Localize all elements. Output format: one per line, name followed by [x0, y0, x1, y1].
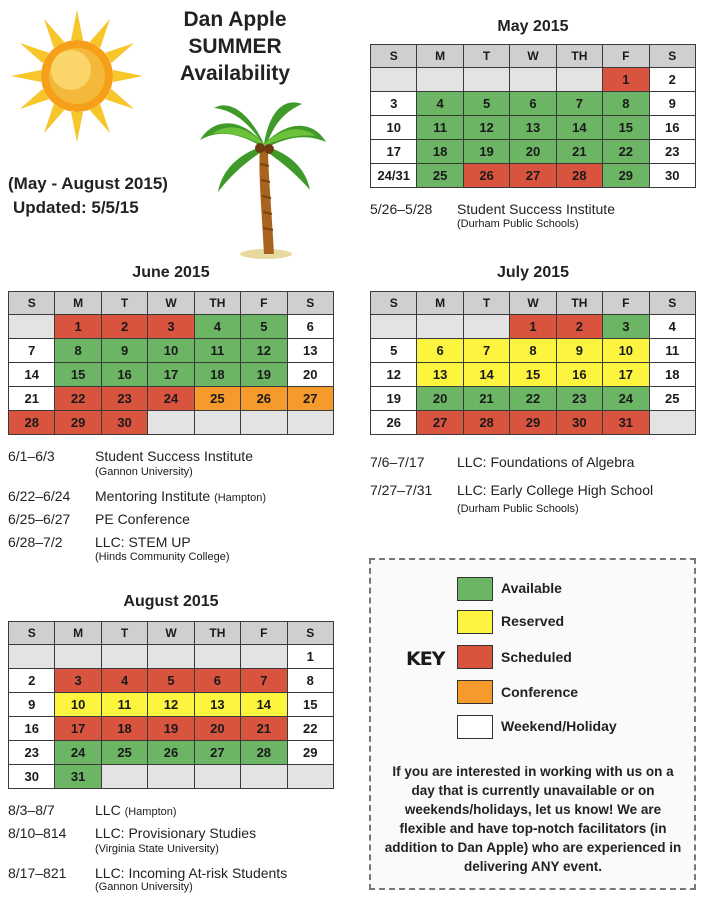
calendar-empty-cell [371, 68, 417, 92]
calendar-day: 8 [55, 339, 101, 363]
calendar-day: 20 [417, 387, 463, 411]
event-sub: (Gannon University) [95, 881, 193, 893]
calendar-empty-cell [55, 645, 101, 669]
date-range: (May - August 2015) [8, 174, 168, 193]
calendar-empty-cell [649, 411, 695, 435]
event-title-row [95, 488, 266, 504]
calendar-day: 27 [417, 411, 463, 435]
calendar-day: 10 [148, 339, 194, 363]
calendar-day: 31 [55, 765, 101, 789]
calendar-day: 21 [9, 387, 55, 411]
event-date: 5/26–5/28 [370, 201, 433, 217]
weekday-header: T [101, 292, 147, 315]
calendar-day: 13 [510, 116, 556, 140]
calendar-day: 8 [603, 92, 649, 116]
calendar-day: 12 [148, 693, 194, 717]
event-sub: (Durham Public Schools) [457, 218, 579, 230]
event-title: LLC: Incoming At-risk Students [95, 865, 288, 881]
calendar-day: 11 [101, 693, 147, 717]
swatch-scheduled [457, 645, 493, 669]
calendar-week-row [371, 164, 696, 188]
calendar-day: 7 [241, 669, 287, 693]
weekday-header: T [463, 45, 509, 68]
event-date: 6/28–7/2 [8, 534, 63, 550]
calendar-day: 13 [417, 363, 463, 387]
calendar-day: 26 [241, 387, 287, 411]
calendar-empty-cell [148, 645, 194, 669]
calendar-day: 22 [510, 387, 556, 411]
event-title: LLC [95, 802, 121, 818]
calendar-day: 25 [417, 164, 463, 188]
calendar-day: 29 [55, 411, 101, 435]
calendar-day: 6 [510, 92, 556, 116]
event-title: LLC: Early College High School [457, 482, 654, 498]
calendar-day: 31 [603, 411, 649, 435]
calendar-day: 9 [101, 339, 147, 363]
weekday-header: S [287, 622, 333, 645]
title-line-2: SUMMER [188, 35, 282, 58]
weekday-header: M [417, 45, 463, 68]
calendar-empty-cell [463, 315, 509, 339]
calendar-day: 9 [9, 693, 55, 717]
event-title: LLC: Provisionary Studies [95, 825, 257, 841]
calendar-week-row [371, 363, 696, 387]
calendar-day: 27 [194, 741, 240, 765]
weekday-header: S [371, 45, 417, 68]
calendar-day: 22 [55, 387, 101, 411]
calendar-day: 12 [371, 363, 417, 387]
calendar-week-row [371, 411, 696, 435]
weekday-header: M [55, 292, 101, 315]
calendar-day: 3 [371, 92, 417, 116]
event-title: Student Success Institute [457, 201, 615, 217]
calendar-day: 24 [55, 741, 101, 765]
event-sub: (Gannon University) [95, 466, 193, 478]
calendar-day: 7 [9, 339, 55, 363]
calendar-week-row [9, 339, 334, 363]
calendar-day: 14 [241, 693, 287, 717]
calendar-may [370, 44, 696, 188]
calendar-week-row [371, 116, 696, 140]
calendar-day: 28 [463, 411, 509, 435]
calendar-day: 14 [556, 116, 602, 140]
weekday-header: T [101, 622, 147, 645]
calendar-day: 20 [194, 717, 240, 741]
weekday-header: W [510, 292, 556, 315]
calendar-day: 1 [287, 645, 333, 669]
calendar-day: 19 [241, 363, 287, 387]
calendar-empty-cell [194, 411, 240, 435]
calendar-title-august: August 2015 [123, 593, 219, 610]
calendar-day: 11 [194, 339, 240, 363]
calendar-day: 10 [603, 339, 649, 363]
calendar-day: 11 [417, 116, 463, 140]
weekday-header: T [463, 292, 509, 315]
calendar-day: 5 [371, 339, 417, 363]
calendar-week-row [9, 363, 334, 387]
weekday-header: M [55, 622, 101, 645]
calendar-day: 16 [101, 363, 147, 387]
calendar-week-row [371, 92, 696, 116]
event-date: 6/1–6/3 [8, 448, 55, 464]
calendar-week-row [9, 645, 334, 669]
calendar-empty-cell [101, 765, 147, 789]
calendar-empty-cell [241, 765, 287, 789]
calendar-day: 23 [9, 741, 55, 765]
calendar-title-may: May 2015 [497, 18, 569, 35]
calendar-day: 23 [649, 140, 695, 164]
calendar-day: 9 [649, 92, 695, 116]
calendar-day: 25 [194, 387, 240, 411]
weekday-header: W [148, 292, 194, 315]
calendar-day: 12 [241, 339, 287, 363]
calendar-week-row [371, 68, 696, 92]
calendar-day: 19 [371, 387, 417, 411]
calendar-empty-cell [287, 411, 333, 435]
calendar-day: 27 [510, 164, 556, 188]
calendar-day: 15 [55, 363, 101, 387]
calendar-day: 12 [463, 116, 509, 140]
event-date: 8/3–8/7 [8, 802, 55, 818]
calendar-day: 2 [649, 68, 695, 92]
event-title: Mentoring Institute [95, 488, 211, 504]
event-date: 7/6–7/17 [370, 454, 425, 470]
calendar-day: 29 [603, 164, 649, 188]
calendar-day: 4 [417, 92, 463, 116]
calendar-day: 7 [463, 339, 509, 363]
palm-tree-icon [198, 94, 328, 262]
calendar-week-row [9, 669, 334, 693]
calendar-day: 21 [463, 387, 509, 411]
calendar-empty-cell [148, 411, 194, 435]
calendar-day: 21 [241, 717, 287, 741]
calendar-day: 25 [101, 741, 147, 765]
calendar-day: 24/31 [371, 164, 417, 188]
calendar-day: 13 [194, 693, 240, 717]
calendar-day: 22 [603, 140, 649, 164]
calendar-day: 25 [649, 387, 695, 411]
calendar-empty-cell [510, 68, 556, 92]
weekday-header-row [371, 45, 696, 68]
swatch-conference [457, 680, 493, 704]
calendar-day: 18 [101, 717, 147, 741]
calendar-june [8, 291, 334, 435]
calendar-day: 18 [194, 363, 240, 387]
calendar-empty-cell [417, 68, 463, 92]
key-heading: KEY [406, 648, 445, 670]
event-date: 8/17–821 [8, 865, 67, 881]
calendar-day: 11 [649, 339, 695, 363]
calendar-title-july: July 2015 [496, 264, 570, 281]
title-line-3: Availability [179, 62, 291, 85]
weekday-header-row [9, 622, 334, 645]
event-title-row [95, 802, 177, 818]
calendar-day: 9 [556, 339, 602, 363]
calendar-day: 28 [9, 411, 55, 435]
event-date: 6/22–6/24 [8, 488, 71, 504]
updated-date: Updated: 5/5/15 [13, 198, 139, 217]
calendar-day: 2 [556, 315, 602, 339]
calendar-day: 7 [556, 92, 602, 116]
calendar-empty-cell [101, 645, 147, 669]
event-title: LLC: Foundations of Algebra [457, 454, 635, 470]
calendar-day: 5 [463, 92, 509, 116]
calendar-day: 28 [556, 164, 602, 188]
calendar-day: 15 [287, 693, 333, 717]
swatch-reserved [457, 610, 493, 634]
calendar-week-row [9, 717, 334, 741]
key-label-scheduled: Scheduled [501, 649, 572, 665]
calendar-day: 27 [287, 387, 333, 411]
weekday-header: S [371, 292, 417, 315]
calendar-empty-cell [9, 645, 55, 669]
calendar-week-row [9, 765, 334, 789]
calendar-day: 19 [463, 140, 509, 164]
title-line-1: Dan Apple [183, 8, 287, 31]
swatch-weekend [457, 715, 493, 739]
calendar-day: 15 [603, 116, 649, 140]
weekday-header: M [417, 292, 463, 315]
event-sub: (Hinds Community College) [95, 551, 230, 563]
calendar-day: 21 [556, 140, 602, 164]
weekday-header: S [9, 292, 55, 315]
calendar-day: 28 [241, 741, 287, 765]
key-note: If you are interested in working with us on a day that is currently unavailable or on weekends/holidays, let us know! We are flexible and have top-notch facilitators (in addition to Dan Apple) who are experienced in delivering ANY event. [384, 764, 682, 874]
calendar-empty-cell [194, 765, 240, 789]
calendar-day: 8 [287, 669, 333, 693]
weekday-header: F [241, 292, 287, 315]
key-label-reserved: Reserved [501, 613, 565, 629]
calendar-week-row [9, 411, 334, 435]
key-label-available: Available [501, 580, 562, 596]
calendar-day: 17 [371, 140, 417, 164]
weekday-header: S [287, 292, 333, 315]
calendar-day: 3 [603, 315, 649, 339]
calendar-day: 17 [148, 363, 194, 387]
calendar-day: 13 [287, 339, 333, 363]
weekday-header-row [371, 292, 696, 315]
calendar-day: 16 [649, 116, 695, 140]
calendar-empty-cell [463, 68, 509, 92]
key-label-conference: Conference [501, 684, 579, 700]
weekday-header: S [9, 622, 55, 645]
weekday-header: TH [194, 622, 240, 645]
event-sub: (Virginia State University) [95, 843, 219, 855]
key-legend [369, 558, 696, 890]
calendar-week-row [371, 387, 696, 411]
calendar-day: 23 [556, 387, 602, 411]
calendar-day: 30 [101, 411, 147, 435]
calendar-august [8, 621, 334, 789]
calendar-day: 24 [148, 387, 194, 411]
calendar-day: 26 [371, 411, 417, 435]
event-title: Student Success Institute [95, 448, 253, 464]
calendar-empty-cell [287, 765, 333, 789]
event-inline-sub: (Hampton) [124, 806, 177, 818]
calendar-day: 29 [510, 411, 556, 435]
calendar-day: 5 [148, 669, 194, 693]
calendar-july [370, 291, 696, 435]
calendar-empty-cell [194, 645, 240, 669]
event-title: PE Conference [95, 511, 190, 527]
calendar-day: 8 [510, 339, 556, 363]
swatch-available [457, 577, 493, 601]
calendar-title-june: June 2015 [132, 264, 210, 281]
event-date: 7/27–7/31 [370, 482, 433, 498]
weekday-header: S [649, 45, 695, 68]
key-label-weekend: Weekend/Holiday [501, 718, 617, 734]
calendar-day: 23 [101, 387, 147, 411]
weekday-header: F [603, 45, 649, 68]
calendar-day: 5 [241, 315, 287, 339]
calendar-day: 2 [101, 315, 147, 339]
event-title: LLC: STEM UP [95, 534, 191, 550]
calendar-day: 6 [194, 669, 240, 693]
weekday-header: S [649, 292, 695, 315]
calendar-day: 26 [148, 741, 194, 765]
weekday-header: F [603, 292, 649, 315]
calendar-day: 16 [556, 363, 602, 387]
calendar-day: 6 [287, 315, 333, 339]
weekday-header: W [148, 622, 194, 645]
calendar-day: 30 [649, 164, 695, 188]
event-sub: (Durham Public Schools) [457, 503, 579, 515]
calendar-day: 1 [603, 68, 649, 92]
calendar-week-row [9, 741, 334, 765]
weekday-header-row [9, 292, 334, 315]
calendar-empty-cell [241, 411, 287, 435]
event-date: 6/25–6/27 [8, 511, 71, 527]
calendar-empty-cell [556, 68, 602, 92]
event-date: 8/10–814 [8, 825, 67, 841]
calendar-day: 22 [287, 717, 333, 741]
calendar-day: 15 [510, 363, 556, 387]
weekday-header: F [241, 622, 287, 645]
calendar-day: 16 [9, 717, 55, 741]
sun-icon [6, 6, 148, 146]
calendar-day: 14 [463, 363, 509, 387]
calendar-day: 18 [417, 140, 463, 164]
calendar-day: 4 [649, 315, 695, 339]
calendar-week-row [371, 140, 696, 164]
weekday-header: TH [556, 45, 602, 68]
calendar-empty-cell [148, 765, 194, 789]
calendar-day: 20 [287, 363, 333, 387]
event-inline-sub: (Hampton) [214, 492, 267, 504]
calendar-week-row [371, 339, 696, 363]
calendar-day: 3 [148, 315, 194, 339]
calendar-empty-cell [241, 645, 287, 669]
calendar-day: 10 [371, 116, 417, 140]
calendar-day: 29 [287, 741, 333, 765]
calendar-day: 2 [9, 669, 55, 693]
calendar-day: 6 [417, 339, 463, 363]
calendar-day: 1 [510, 315, 556, 339]
calendar-day: 30 [556, 411, 602, 435]
calendar-week-row [9, 693, 334, 717]
calendar-day: 17 [603, 363, 649, 387]
calendar-day: 20 [510, 140, 556, 164]
calendar-day: 4 [194, 315, 240, 339]
calendar-week-row [371, 315, 696, 339]
calendar-day: 26 [463, 164, 509, 188]
calendar-day: 14 [9, 363, 55, 387]
calendar-day: 1 [55, 315, 101, 339]
calendar-day: 30 [9, 765, 55, 789]
calendar-day: 4 [101, 669, 147, 693]
calendar-day: 17 [55, 717, 101, 741]
calendar-empty-cell [417, 315, 463, 339]
weekday-header: TH [194, 292, 240, 315]
calendar-day: 19 [148, 717, 194, 741]
weekday-header: TH [556, 292, 602, 315]
calendar-day: 3 [55, 669, 101, 693]
calendar-empty-cell [371, 315, 417, 339]
calendar-day: 18 [649, 363, 695, 387]
calendar-week-row [9, 387, 334, 411]
weekday-header: W [510, 45, 556, 68]
calendar-day: 10 [55, 693, 101, 717]
calendar-week-row [9, 315, 334, 339]
calendar-empty-cell [9, 315, 55, 339]
calendar-day: 24 [603, 387, 649, 411]
